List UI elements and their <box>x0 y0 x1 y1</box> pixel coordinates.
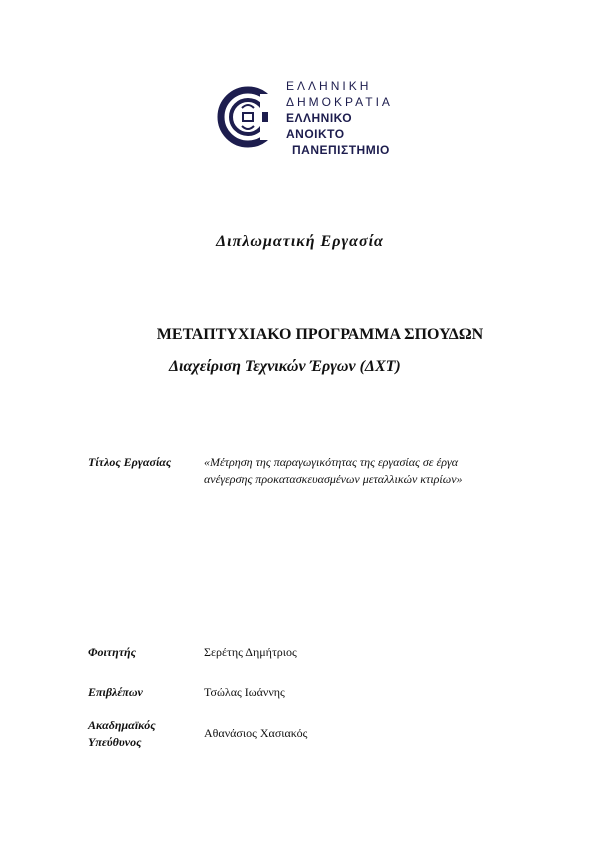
title-value <box>204 454 524 488</box>
document-type-label: Διπλωματική Εργασία <box>216 233 384 250</box>
title-label: Τίτλος Εργασίας <box>88 455 172 469</box>
program-subtitle: Διαχείριση Τεχνικών Έργων (ΔΧΤ) <box>169 358 401 375</box>
logo-text <box>286 78 406 158</box>
program-title: ΜΕΤΑΠΤΥΧΙΑΚΟ ΠΡΟΓΡΑΜΜΑ ΣΠΟΥΔΩΝ <box>156 326 484 343</box>
logo-line-1: ΕΛΛΗΝΙΚΗ <box>286 79 372 93</box>
academic-value: Αθανάσιος Χασιακός <box>204 726 308 740</box>
title-value-line-1: «Μέτρηση της παραγωγικότητας της εργασίας σε έργα <box>204 455 459 469</box>
academic-label-line-1: Ακαδημαϊκός <box>88 718 156 732</box>
student-value: Σερέτης Δημήτριος <box>204 645 297 659</box>
academic-label-line-2: Υπεύθυνος <box>88 735 142 749</box>
academic-label <box>88 717 156 751</box>
student-label: Φοιτητής <box>88 645 136 659</box>
logo-line-4: ΠΑΝΕΠΙΣΤΗΜΙΟ <box>292 143 390 157</box>
logo-line-2: ΔΗΜΟΚΡΑΤΙΑ <box>286 95 393 109</box>
eap-emblem-icon <box>216 86 286 148</box>
university-logo <box>216 78 406 156</box>
supervisor-label: Επιβλέπων <box>88 685 143 699</box>
title-value-line-2: ανέγερσης προκατασκευασμένων μεταλλικών κτιρίων» <box>204 472 463 486</box>
supervisor-value: Τσώλας Ιωάννης <box>204 685 285 699</box>
logo-line-3: ΕΛΛΗΝΙΚΟ ΑΝΟΙΚΤΟ <box>286 111 353 141</box>
